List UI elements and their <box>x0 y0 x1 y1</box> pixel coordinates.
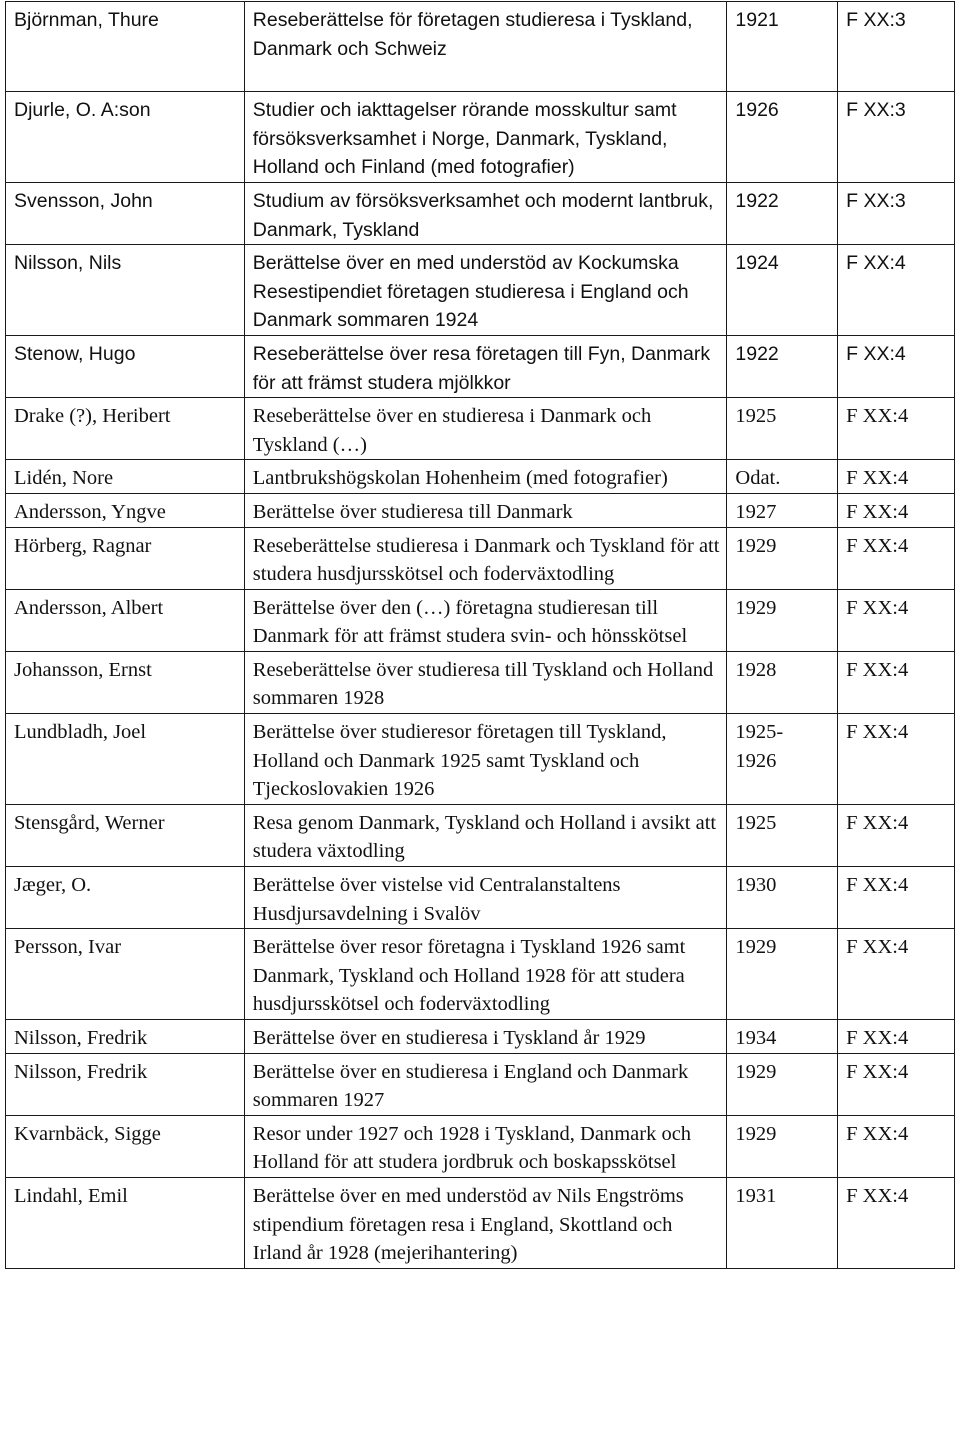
author-cell: Drake (?), Heribert <box>6 398 245 460</box>
title-cell: Berättelse över en studieresa i Tyskland år 1929 <box>244 1020 727 1054</box>
title-cell: Berättelse över studieresa till Danmark <box>244 493 727 527</box>
table-row <box>6 1177 955 1268</box>
author-cell: Hörberg, Ragnar <box>6 527 245 589</box>
reference-cell: F XX:4 <box>838 1053 955 1115</box>
title-cell: Studium av försöksverksamhet och modernt lantbruk, Danmark, Tyskland <box>244 182 727 244</box>
year-cell: 1924 <box>727 245 838 336</box>
archive-table <box>5 1 955 1269</box>
reference-cell: F XX:4 <box>838 651 955 713</box>
table-row <box>6 1053 955 1115</box>
year-cell: 1929 <box>727 527 838 589</box>
table-row <box>6 714 955 805</box>
year-cell: 1929 <box>727 1115 838 1177</box>
table-row <box>6 589 955 651</box>
year-cell: 1930 <box>727 867 838 929</box>
author-cell: Nilsson, Fredrik <box>6 1053 245 1115</box>
reference-cell: F XX:4 <box>838 867 955 929</box>
year-cell: 1929 <box>727 929 838 1020</box>
year-cell: 1928 <box>727 651 838 713</box>
title-cell: Reseberättelse över resa företagen till Fyn, Danmark för att främst studera mjölkkor <box>244 335 727 397</box>
reference-cell: F XX:3 <box>838 2 955 92</box>
title-cell: Studier och iakttagelser rörande mosskultur samt försöksverksamhet i Norge, Danmark, Tyskland, Holland och Finland (med fotografier) <box>244 92 727 183</box>
table-row <box>6 651 955 713</box>
author-cell: Svensson, John <box>6 182 245 244</box>
table-row <box>6 804 955 866</box>
year-cell: 1925 <box>727 398 838 460</box>
table-row <box>6 1020 955 1054</box>
reference-cell: F XX:4 <box>838 714 955 805</box>
reference-cell: F XX:4 <box>838 335 955 397</box>
table-row <box>6 335 955 397</box>
reference-cell: F XX:4 <box>838 493 955 527</box>
author-cell: Björnman, Thure <box>6 2 245 92</box>
year-cell: 1929 <box>727 1053 838 1115</box>
author-cell: Stenow, Hugo <box>6 335 245 397</box>
author-cell: Lidén, Nore <box>6 460 245 494</box>
table-row <box>6 92 955 183</box>
reference-cell: F XX:4 <box>838 460 955 494</box>
reference-cell: F XX:3 <box>838 92 955 183</box>
author-cell: Jæger, O. <box>6 867 245 929</box>
title-cell: Reseberättelse studieresa i Danmark och Tyskland för att studera husdjursskötsel och foderväxtodling <box>244 527 727 589</box>
year-cell: 1927 <box>727 493 838 527</box>
reference-cell: F XX:4 <box>838 804 955 866</box>
title-cell: Reseberättelse över studieresa till Tyskland och Holland sommaren 1928 <box>244 651 727 713</box>
table-row <box>6 460 955 494</box>
author-cell: Kvarnbäck, Sigge <box>6 1115 245 1177</box>
table-row <box>6 2 955 92</box>
reference-cell: F XX:4 <box>838 398 955 460</box>
table-row <box>6 527 955 589</box>
reference-cell: F XX:4 <box>838 527 955 589</box>
year-cell: 1925 <box>727 804 838 866</box>
year-cell: 1922 <box>727 182 838 244</box>
reference-cell: F XX:4 <box>838 1115 955 1177</box>
author-cell: Stensgård, Werner <box>6 804 245 866</box>
author-cell: Nilsson, Nils <box>6 245 245 336</box>
table-row <box>6 182 955 244</box>
title-cell: Resor under 1927 och 1928 i Tyskland, Danmark och Holland för att studera jordbruk och boskapsskötsel <box>244 1115 727 1177</box>
reference-cell: F XX:4 <box>838 1020 955 1054</box>
author-cell: Lindahl, Emil <box>6 1177 245 1268</box>
year-cell: 1921 <box>727 2 838 92</box>
author-cell: Andersson, Yngve <box>6 493 245 527</box>
table-row <box>6 1115 955 1177</box>
reference-cell: F XX:3 <box>838 182 955 244</box>
title-cell: Resa genom Danmark, Tyskland och Holland i avsikt att studera växtodling <box>244 804 727 866</box>
title-cell: Berättelse över vistelse vid Centralanstaltens Husdjursavdelning i Svalöv <box>244 867 727 929</box>
author-cell: Andersson, Albert <box>6 589 245 651</box>
title-cell: Berättelse över den (…) företagna studieresan till Danmark för att främst studera svin- och hönsskötsel <box>244 589 727 651</box>
author-cell: Djurle, O. A:son <box>6 92 245 183</box>
table-row <box>6 245 955 336</box>
title-cell: Reseberättelse för företagen studieresa i Tyskland, Danmark och Schweiz <box>244 2 727 92</box>
title-cell: Berättelse över en med understöd av Nils Engströms stipendium företagen resa i England, Skottland och Irland år 1928 (mejerihantering) <box>244 1177 727 1268</box>
year-cell: 1925- 1926 <box>727 714 838 805</box>
year-cell: 1931 <box>727 1177 838 1268</box>
table-row <box>6 929 955 1020</box>
reference-cell: F XX:4 <box>838 929 955 1020</box>
table-row <box>6 867 955 929</box>
title-cell: Berättelse över studieresor företagen till Tyskland, Holland och Danmark 1925 samt Tyskland och Tjeckoslovakien 1926 <box>244 714 727 805</box>
author-cell: Persson, Ivar <box>6 929 245 1020</box>
year-cell: 1934 <box>727 1020 838 1054</box>
table-row <box>6 493 955 527</box>
reference-cell: F XX:4 <box>838 245 955 336</box>
title-cell: Berättelse över resor företagna i Tyskland 1926 samt Danmark, Tyskland och Holland 1928 för att studera husdjursskötsel och foderväxtodling <box>244 929 727 1020</box>
title-cell: Reseberättelse över en studieresa i Danmark och Tyskland (…) <box>244 398 727 460</box>
table-row <box>6 398 955 460</box>
title-cell: Berättelse över en studieresa i England och Danmark sommaren 1927 <box>244 1053 727 1115</box>
reference-cell: F XX:4 <box>838 1177 955 1268</box>
archive-table-body <box>6 2 955 1269</box>
title-cell: Berättelse över en med understöd av Kockumska Resestipendiet företagen studieresa i England och Danmark sommaren 1924 <box>244 245 727 336</box>
reference-cell: F XX:4 <box>838 589 955 651</box>
year-cell: Odat. <box>727 460 838 494</box>
year-cell: 1926 <box>727 92 838 183</box>
author-cell: Johansson, Ernst <box>6 651 245 713</box>
author-cell: Lundbladh, Joel <box>6 714 245 805</box>
author-cell: Nilsson, Fredrik <box>6 1020 245 1054</box>
year-cell: 1929 <box>727 589 838 651</box>
year-cell: 1922 <box>727 335 838 397</box>
title-cell: Lantbrukshögskolan Hohenheim (med fotografier) <box>244 460 727 494</box>
